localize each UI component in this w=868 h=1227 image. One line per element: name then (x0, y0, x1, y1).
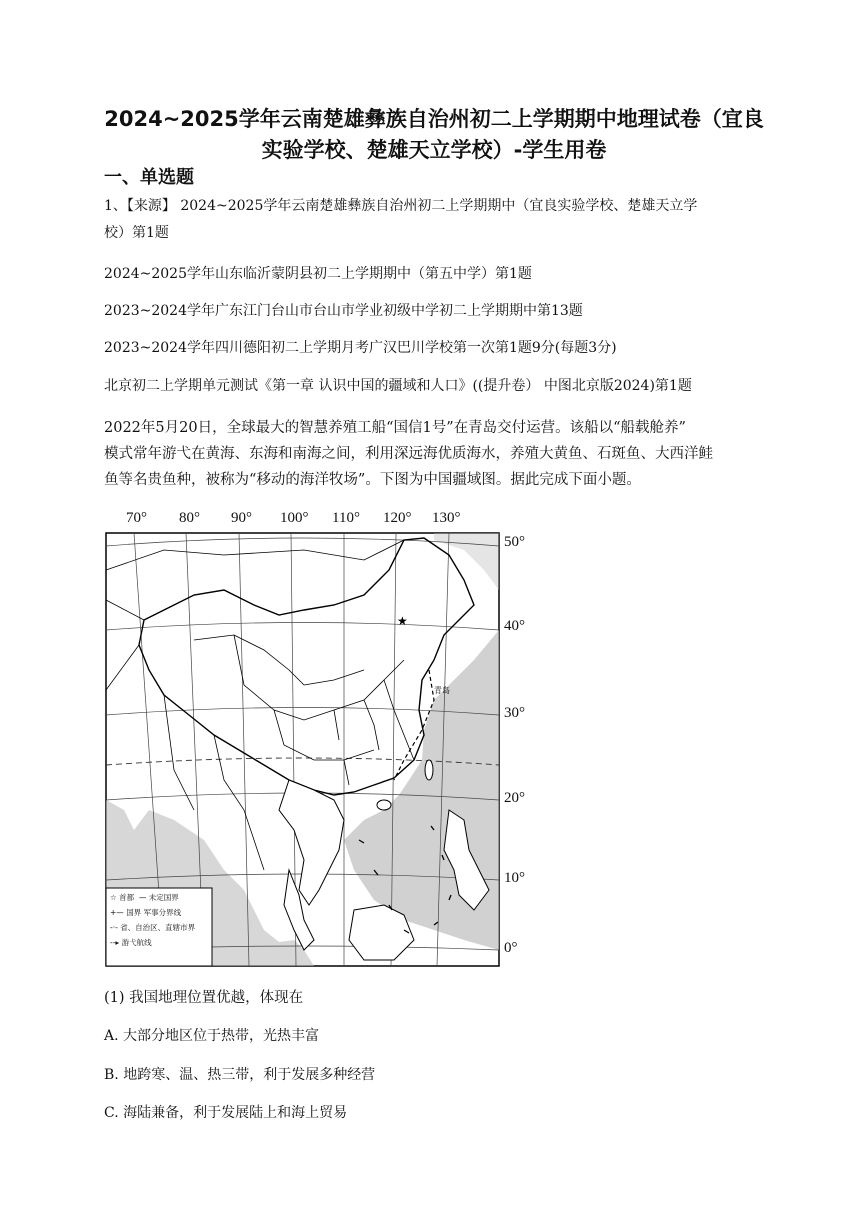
question-source-line1: 1、【来源】 2024~2025学年云南楚雄彝族自治州初二上学期期中（宜良实验学校、楚雄天立学 (104, 198, 698, 214)
national-boundary-icon: +— (110, 908, 124, 917)
latitude-label: 20° (504, 790, 525, 806)
legend-military-line: 军事分界线 (143, 908, 182, 917)
longitude-label: 80° (179, 510, 200, 526)
option-b[interactable]: B. 地跨寒、温、热三带，利于发展多种经营 (104, 1067, 376, 1083)
option-a[interactable]: A. 大部分地区位于热带，光热丰富 (104, 1028, 320, 1044)
legend-provincial: 省、自治区、直辖市界 (120, 923, 196, 932)
section-heading: 一、单选题 (104, 167, 194, 188)
qingdao-label: 青岛 (434, 686, 450, 695)
longitude-label: 120° (383, 510, 412, 526)
question-source (104, 193, 764, 247)
legend-disputed: 未定国界 (148, 893, 179, 902)
question-stem (104, 415, 764, 493)
latitude-label: 10° (504, 870, 525, 886)
capital-star-icon: ★ (397, 614, 408, 628)
legend-national-boundary: 国界 (126, 908, 142, 917)
legend-row-1: ☆ 首都 — 未定国界 (110, 893, 179, 902)
china-territory-map (104, 510, 534, 970)
latitude-label: 40° (504, 618, 525, 634)
legend-row-4 (110, 935, 212, 950)
question-stem-line2: 模式常年游弋在黄海、东海和南海之间，利用深远海优质海水，养殖大黄鱼、石斑鱼、大西洋鲑 (104, 446, 713, 462)
provincial-boundary-icon: -·- (110, 923, 118, 932)
latitude-label: 0° (504, 940, 518, 956)
option-c[interactable]: C. 海陆兼备，利于发展陆上和海上贸易 (104, 1105, 348, 1121)
legend-capital: 首都 (119, 893, 135, 902)
exam-title (60, 104, 808, 166)
subquestion-stem: (1) 我国地理位置优越，体现在 (104, 990, 304, 1006)
alt-source-2: 2023~2024学年广东江门台山市台山市学业初级中学初二上学期期中第13题 (104, 303, 583, 319)
latitude-label: 50° (504, 534, 525, 550)
alt-source-1: 2024~2025学年山东临沂蒙阴县初二上学期期中（第五中学）第1题 (104, 266, 532, 282)
longitude-label: 70° (126, 510, 147, 526)
longitude-label: 100° (280, 510, 309, 526)
alt-source-3: 2023~2024学年四川德阳初二上学期月考广汉巴川学校第一次第1题9分(每题3分) (104, 340, 617, 356)
route-arrow-icon: ‑‑▸ (110, 938, 120, 947)
capital-icon: ☆ (110, 893, 117, 902)
longitude-label: 90° (231, 510, 252, 526)
question-source-line2: 校）第1题 (104, 225, 169, 241)
question-stem-line1: 2022年5月20日，全球最大的智慧养殖工船“国信1号”在青岛交付运营。该船以“船载舱养” (104, 420, 686, 436)
alt-source-4: 北京初二上学期单元测试《第一章 认识中国的疆域和人口》((提升卷） 中图北京版2024)第1题 (104, 378, 692, 394)
exam-title-line1: 2024~2025学年云南楚雄彝族自治州初二上学期期中地理试卷（宜良 (104, 107, 764, 131)
exam-title-line2: 实验学校、楚雄天立学校）-学生用卷 (261, 138, 607, 162)
legend-row-3 (110, 920, 212, 935)
legend-row-2 (110, 905, 212, 920)
map-legend (110, 890, 212, 950)
longitude-label: 130° (432, 510, 461, 526)
legend-route: 游弋航线 (121, 938, 152, 947)
question-stem-line3: 鱼等名贵鱼种，被称为“移动的海洋牧场”。下图为中国疆域图。据此完成下面小题。 (104, 472, 641, 488)
longitude-label: 110° (332, 510, 360, 526)
latitude-label: 30° (504, 705, 525, 721)
